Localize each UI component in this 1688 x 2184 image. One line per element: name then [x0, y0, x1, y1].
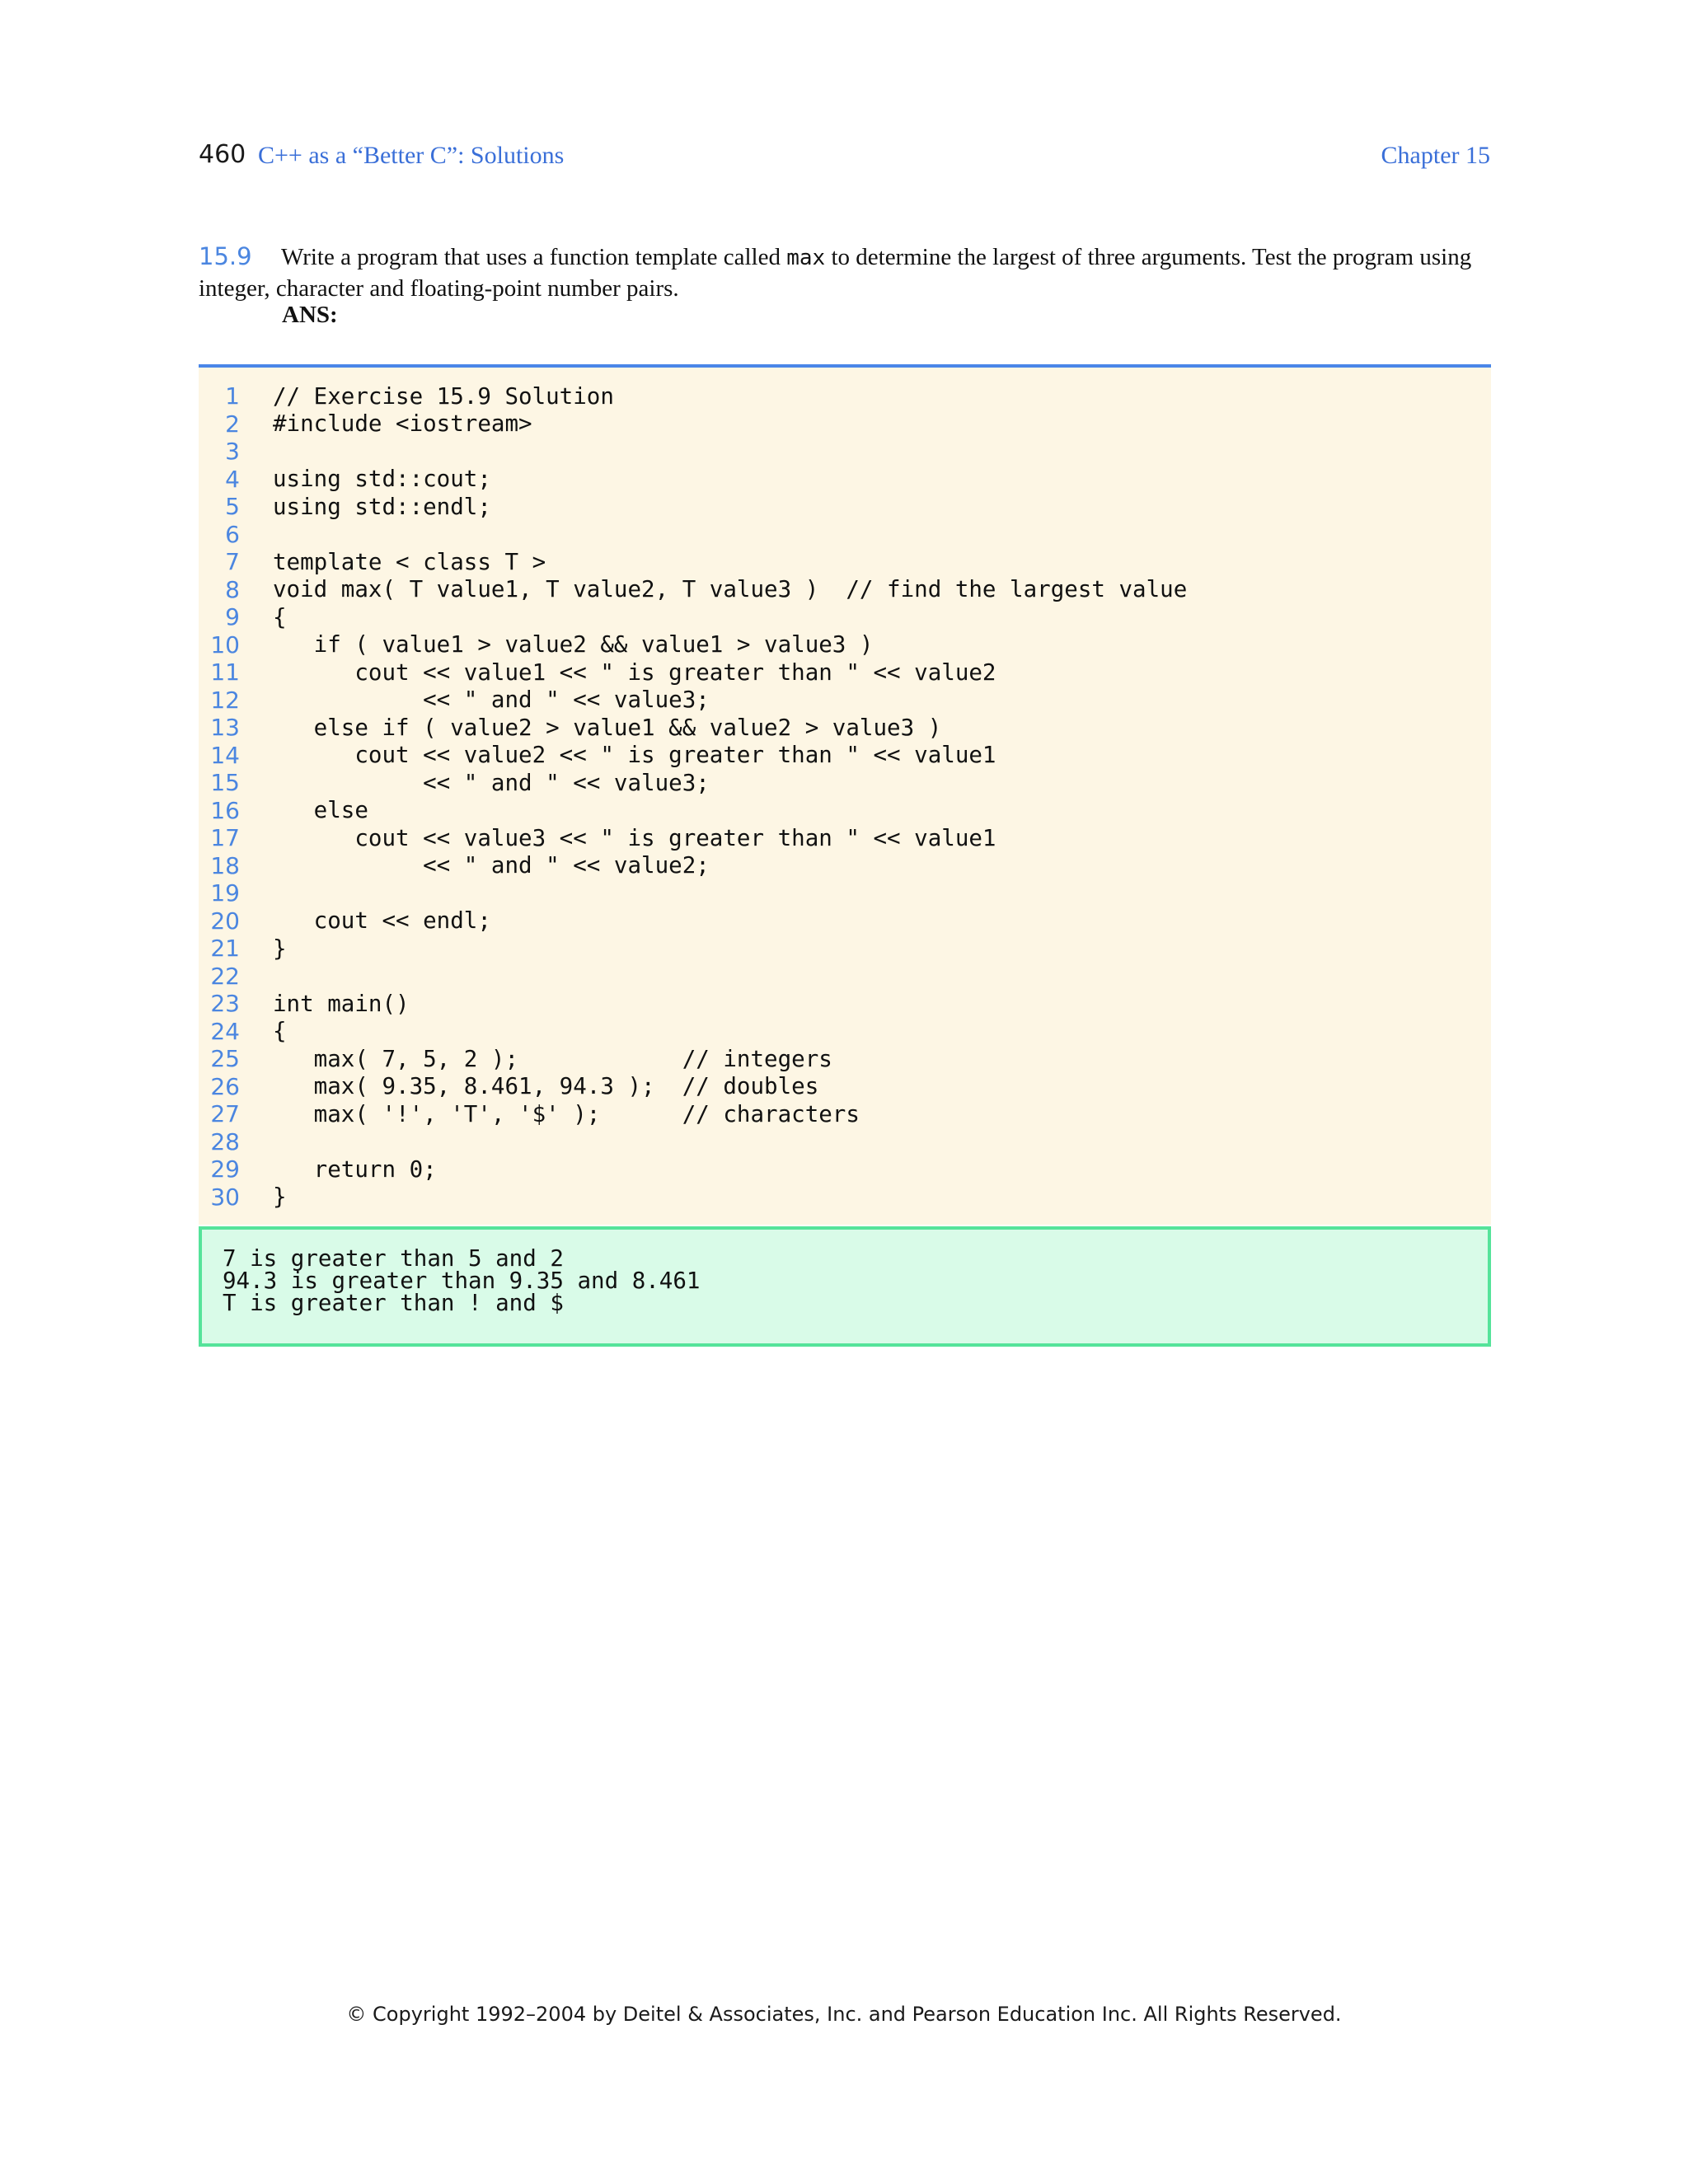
line-code: << " and " << value3;: [273, 687, 710, 714]
code-line: [199, 548, 1491, 576]
line-code: using std::cout;: [273, 466, 491, 493]
code-line: [199, 990, 1491, 1018]
code-line: [199, 658, 1491, 687]
line-number: 30: [210, 1183, 240, 1211]
code-line: [199, 1018, 1491, 1046]
line-number: 22: [210, 962, 240, 990]
line-number: 20: [210, 907, 240, 935]
line-code: cout << endl;: [273, 907, 491, 935]
line-code: template < class T >: [273, 548, 546, 575]
code-line: [199, 852, 1491, 880]
answer-label: ANS:: [282, 302, 338, 328]
line-number: 16: [210, 796, 240, 824]
line-number: 24: [210, 1017, 240, 1045]
line-number: 5: [225, 493, 240, 521]
line-code: #include <iostream>: [273, 410, 532, 438]
code-line: [199, 742, 1491, 770]
code-line: [199, 382, 1491, 410]
line-number: 6: [225, 520, 240, 548]
line-number: 18: [210, 851, 240, 879]
line-code: max( '!', 'T', '$' ); // characters: [273, 1100, 860, 1127]
line-code: else if ( value2 > value1 && value2 > value3 ): [273, 714, 942, 741]
line-code: else: [273, 797, 368, 824]
line-number: 28: [210, 1127, 240, 1155]
line-code: {: [273, 1018, 287, 1045]
exercise-text: Write a program that uses a function template called max to determine the largest of three arguments. Test the program using integer, character and floating-point number pairs.: [199, 244, 1472, 302]
line-number: 29: [210, 1155, 240, 1183]
code-line: [199, 1183, 1491, 1212]
exercise-number: 15.9: [199, 242, 252, 270]
line-number: 27: [210, 1100, 240, 1128]
page-header: [199, 140, 1490, 176]
code-line: [199, 521, 1491, 549]
line-code: }: [273, 935, 287, 962]
line-code: }: [273, 1183, 287, 1211]
line-code: << " and " << value2;: [273, 852, 710, 879]
line-number: 9: [225, 603, 240, 631]
line-number: 11: [210, 658, 240, 687]
line-number: 10: [210, 630, 240, 658]
output-line: T is greater than ! and $: [223, 1290, 564, 1316]
code-line: [199, 714, 1491, 742]
output-line: 94.3 is greater than 9.35 and 8.461: [223, 1268, 701, 1294]
line-code: int main(): [273, 990, 410, 1017]
code-listing: [199, 364, 1491, 1225]
code-line: [199, 769, 1491, 797]
code-line: [199, 603, 1491, 631]
line-number: 8: [225, 575, 240, 603]
line-code: return 0;: [273, 1155, 437, 1183]
copyright-footer: © Copyright 1992–2004 by Deitel & Associates, Inc. and Pearson Education Inc. All Rights Reserved.: [346, 2003, 1342, 2026]
line-number: 3: [225, 438, 240, 466]
chapter-label: Chapter 15: [1381, 142, 1490, 169]
code-line: [199, 493, 1491, 521]
line-code: max( 7, 5, 2 ); // integers: [273, 1045, 832, 1072]
line-number: 25: [210, 1045, 240, 1073]
code-line: [199, 797, 1491, 825]
code-line: [199, 687, 1491, 715]
line-code: << " and " << value3;: [273, 769, 710, 796]
code-line: [199, 1073, 1491, 1101]
line-number: 21: [210, 935, 240, 963]
code-line: [199, 466, 1491, 494]
code-line: [199, 1045, 1491, 1073]
line-number: 4: [225, 465, 240, 493]
output-line: 7 is greater than 5 and 2: [223, 1245, 564, 1272]
line-code: max( 9.35, 8.461, 94.3 ); // doubles: [273, 1073, 819, 1100]
exercise-statement: [199, 241, 1491, 304]
line-code: cout << value3 << " is greater than " << value1: [273, 824, 996, 851]
line-number: 19: [210, 879, 240, 907]
line-number: 17: [210, 824, 240, 852]
line-number: 2: [225, 410, 240, 438]
code-line: [199, 1100, 1491, 1128]
line-number: 12: [210, 686, 240, 714]
line-number: 13: [210, 714, 240, 742]
code-line: [199, 576, 1491, 604]
line-code: cout << value1 << " is greater than " << value2: [273, 658, 996, 686]
code-line: [199, 963, 1491, 991]
code-line: [199, 410, 1491, 438]
line-code: cout << value2 << " is greater than " << value1: [273, 742, 996, 769]
code-line: [199, 879, 1491, 907]
code-line: [199, 1128, 1491, 1156]
function-name-code: max: [786, 246, 826, 270]
line-number: 14: [210, 741, 240, 769]
code-line: [199, 631, 1491, 659]
line-code: // Exercise 15.9 Solution: [273, 382, 614, 410]
code-line: [199, 935, 1491, 963]
line-code: using std::endl;: [273, 493, 491, 520]
line-number: 7: [225, 548, 240, 576]
line-code: if ( value1 > value2 && value1 > value3 ): [273, 631, 874, 658]
code-line: [199, 438, 1491, 466]
code-line: [199, 824, 1491, 852]
code-line: [199, 1155, 1491, 1183]
line-number: 26: [210, 1072, 240, 1100]
chapter-title: C++ as a “Better C”: Solutions: [258, 142, 565, 169]
line-code: {: [273, 603, 287, 630]
program-output: [199, 1226, 1491, 1347]
line-code: void max( T value1, T value2, T value3 ) // find the largest value: [273, 576, 1188, 603]
code-line: [199, 907, 1491, 935]
page-number: 460: [199, 140, 246, 169]
line-number: 15: [210, 769, 240, 797]
line-number: 1: [225, 382, 240, 410]
line-number: 23: [210, 990, 240, 1018]
